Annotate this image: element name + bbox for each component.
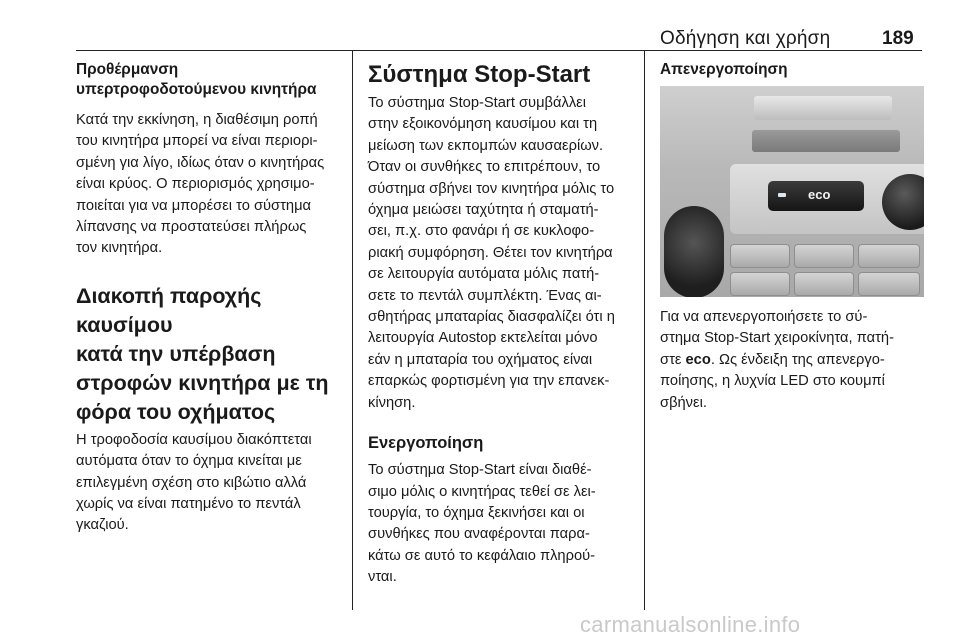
deactivation-text-start: Για να απενεργοποιήσετε το σύ- στημα Stop-Start χειροκίνητα, πατή- στε bbox=[660, 309, 894, 368]
section-heading-activation: Ενεργοποίηση bbox=[368, 434, 484, 453]
eco-button bbox=[768, 181, 864, 211]
paragraph-turbo-warmup: Κατά την εκκίνηση, η διαθέσιμη ροπή του κινητήρα μπορεί να είναι περιορι- σμένη για λίγο, ιδίως όταν ο κινητήρας είναι κρύος. Ο περιορισμός χρησιμο- ποιείται για να μπορέσει το σύστημα λίπανσης να προστατεύσει πλήρως τον κινητήρα. bbox=[76, 112, 325, 257]
paragraph-deactivation bbox=[660, 307, 932, 414]
section-heading-stop-start: Σύστημα Stop-Start bbox=[368, 61, 591, 88]
console-button bbox=[794, 244, 854, 268]
paragraph-stop-start: Το σύστημα Stop-Start συμβάλλει στην εξοικονόμηση καυσίμου και τη μείωση των εκπομπών καυσαερίων. Όταν οι συνθήκες το επιτρέπουν, το σύστημα σβήνει τον κινητήρα μόλις το όχημα μειώσει ταχύτητα ή σταματή- σει, π.χ. στο φανάρι ή σε κυκλοφο- ριακή συμφόρηση. Θέτει τον κινητήρα σε λειτουργία αυτόματα μόλις πατή- σετε το πεντάλ συμπλέκτη. Ένας αι- σθητήρας μπαταρίας διασφαλίζει ότι η λειτουργία Autostop εκτελείται μόνο εάν η μπαταρία του οχήματος είναι επαρκώς φορτισμένη για την επανεκ- κίνηση. bbox=[368, 95, 615, 411]
console-button bbox=[730, 244, 790, 268]
rotary-knob bbox=[664, 206, 724, 297]
led-indicator bbox=[778, 193, 786, 197]
column-2 bbox=[368, 60, 644, 589]
console-button bbox=[794, 272, 854, 296]
page-number: 189 bbox=[882, 28, 914, 49]
console-button bbox=[858, 272, 920, 296]
column-3 bbox=[660, 60, 932, 414]
section-heading-deactivation: Απενεργοποίηση bbox=[660, 61, 788, 78]
section-heading-fuel-cutoff: Διακοπή παροχής καυσίμου κατά την υπέρβαση στροφών κινητήρα με τη φόρα του οχήματος bbox=[76, 283, 329, 424]
console-button bbox=[858, 244, 920, 268]
paragraph-activation: Το σύστημα Stop-Start είναι διαθέ- σιμο μόλις ο κινητήρας τεθεί σε λει- τουργία, το όχημα ξεκινήσει και οι συνθήκες που αναφέρονται παρα- κάτω σε αυτό το κεφάλαιο πληρού- νται. bbox=[368, 462, 596, 586]
dashboard-slot bbox=[754, 96, 892, 120]
section-heading-turbo-warmup: Προθέρμανση υπερτροφοδοτούμενου κινητήρα bbox=[76, 61, 317, 98]
paragraph-fuel-cutoff: Η τροφοδοσία καυσίμου διακόπτεται αυτόματα όταν το όχημα κινείται με επιλεγμένη σχέση στο κιβώτιο αλλά χωρίς να είναι πατημένο το πεντάλ γκαζιού. bbox=[76, 431, 312, 534]
deactivation-text-end: . Ως ένδειξη της απενεργο- ποίησης, η λυχνία LED στο κουμπί σβήνει. bbox=[660, 351, 885, 411]
header-divider bbox=[76, 50, 922, 51]
eco-button-photo bbox=[660, 86, 924, 297]
column-divider-2 bbox=[644, 51, 645, 610]
dashboard-slot bbox=[752, 130, 900, 152]
column-1 bbox=[76, 60, 352, 537]
running-header-title: Οδήγηση και χρήση bbox=[660, 28, 831, 49]
watermark: carmanualsonline.info bbox=[580, 612, 801, 637]
eco-inline-label: eco bbox=[685, 351, 711, 368]
eco-button-label: eco bbox=[808, 187, 831, 202]
console-button bbox=[730, 272, 790, 296]
column-divider-1 bbox=[352, 51, 353, 610]
